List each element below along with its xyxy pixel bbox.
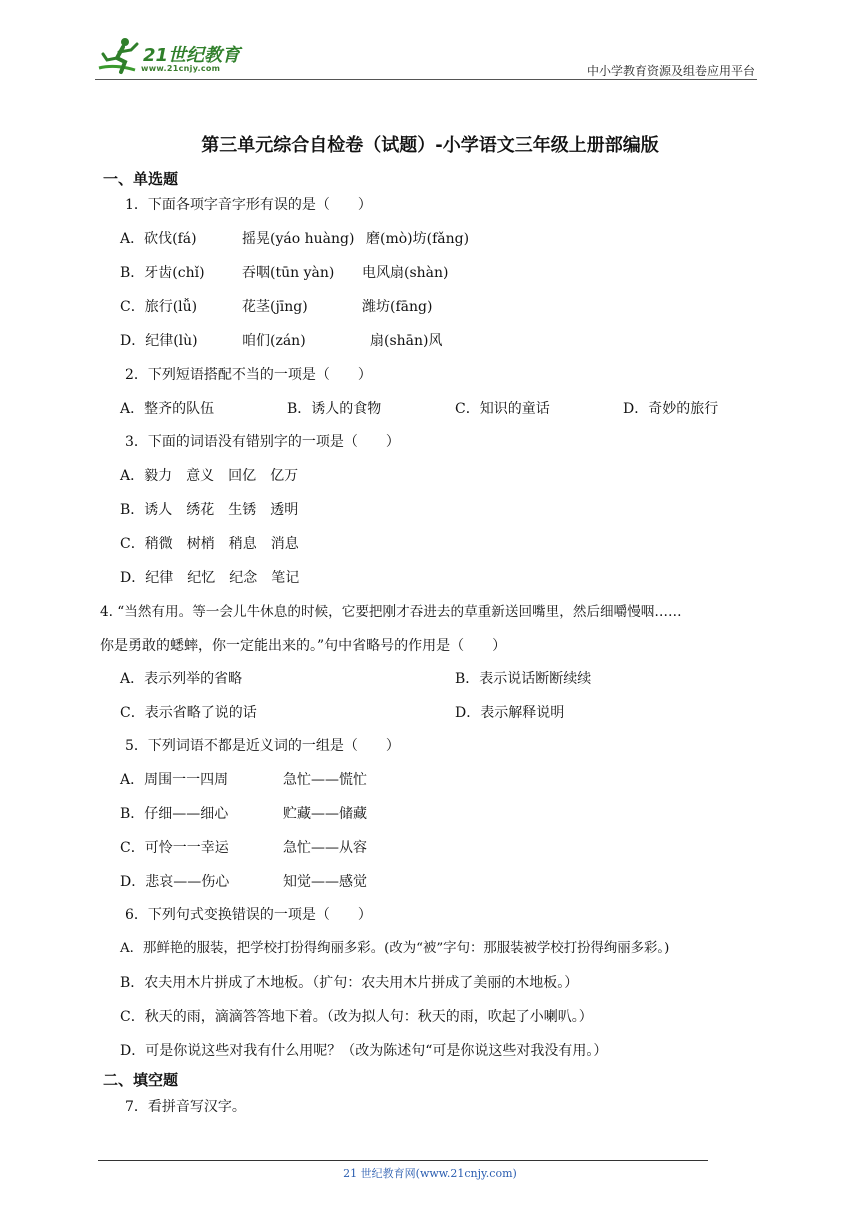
q3-option-c: C．稍微 树梢 稍息 消息 [120, 536, 299, 552]
q4-option-d: D．表示解释说明 [455, 705, 565, 721]
site-logo [95, 34, 265, 80]
question-4-stem-line2: 你是勇敢的蟋蟀，你一定能出来的。”句中省略号的作用是（ ） [100, 638, 507, 654]
runner-logo-icon [95, 34, 143, 80]
q2-option-d: D．奇妙的旅行 [623, 401, 719, 417]
q5-option-c-1: C．可怜一一幸运 [120, 840, 229, 856]
q1-option-c-1: C．旅行(lǚ) [120, 299, 198, 315]
q6-option-b: B．农夫用木片拼成了木地板。（扩句：农夫用木片拼成了美丽的木地板。） [120, 975, 579, 991]
q5-option-c-2: 急忙——从容 [283, 840, 367, 856]
question-2-stem: 2．下列短语搭配不当的一项是（ ） [125, 367, 372, 383]
q6-option-c: C．秋天的雨，滴滴答答地下着。（改为拟人句：秋天的雨，吹起了小喇叭。） [120, 1009, 593, 1025]
q5-option-a-1: A．周围一一四周 [120, 772, 229, 788]
q2-option-b: B．诱人的食物 [287, 401, 382, 417]
q2-option-a: A．整齐的队伍 [120, 401, 215, 417]
question-3-stem: 3．下面的词语没有错别字的一项是（ ） [125, 434, 400, 450]
question-7-stem: 7．看拼音写汉字。 [125, 1099, 246, 1115]
footer-divider [98, 1160, 708, 1161]
platform-label: 中小学教育资源及组卷应用平台 [586, 64, 755, 78]
q2-option-c: C．知识的童话 [455, 401, 550, 417]
question-5-stem: 5．下列词语不都是近义词的一组是（ ） [125, 738, 400, 754]
question-4-stem-line1: 4. “当然有用。等一会儿牛休息的时候，它要把刚才吞进去的草重新送回嘴里，然后细嚼慢咽…… [100, 604, 682, 620]
q1-option-a-1: A．砍伐(fá) [120, 231, 197, 247]
q1-option-a-2: 摇晃(yáo huàng) [242, 231, 355, 247]
q1-option-b-3: 电风扇(shàn) [362, 265, 449, 281]
q1-option-c-3: 潍坊(fāng) [362, 299, 433, 315]
q5-option-d-1: D．悲哀——伤心 [120, 874, 230, 890]
q1-option-d-2: 咱们(zán) [242, 333, 306, 349]
q1-option-b-1: B．牙齿(chǐ) [120, 265, 205, 281]
section-heading-single-choice: 一、单选题 [103, 170, 179, 188]
q6-option-d: D．可是你说这些对我有什么用呢？（改为陈述句“可是你说这些对我没有用。） [120, 1043, 608, 1059]
question-6-stem: 6．下列句式变换错误的一项是（ ） [125, 907, 372, 923]
q1-option-d-3: 扇(shān)风 [370, 333, 443, 349]
q5-option-d-2: 知觉——感觉 [283, 874, 367, 890]
q5-option-b-2: 贮藏——储藏 [283, 806, 367, 822]
q4-option-c: C．表示省略了说的话 [120, 705, 257, 721]
section-heading-fill-blank: 二、填空题 [103, 1071, 179, 1089]
logo-text: 21世纪教育 [143, 45, 241, 66]
q4-option-b: B．表示说话断断续续 [455, 671, 592, 687]
header-divider [95, 79, 757, 80]
q1-option-c-2: 花茎(jīng) [242, 299, 308, 315]
q1-option-d-1: D．纪律(lù) [120, 333, 198, 349]
q4-option-a: A．表示列举的省略 [120, 671, 243, 687]
q1-option-b-2: 吞咽(tūn yàn) [242, 265, 335, 281]
question-1-stem: 1．下面各项字音字形有误的是（ ） [125, 197, 372, 213]
footer-text: 21 世纪教育网(www.21cnjy.com) [343, 1167, 517, 1180]
q5-option-a-2: 急忙——慌忙 [283, 772, 367, 788]
page-title: 第三单元综合自检卷（试题）-小学语文三年级上册部编版 [201, 135, 659, 156]
q3-option-d: D．纪律 纪忆 纪念 笔记 [120, 570, 300, 586]
q3-option-a: A．毅力 意义 回亿 亿万 [120, 468, 299, 484]
q6-option-a: A．那鲜艳的服装，把学校打扮得绚丽多彩。(改为“被”字句：那服装被学校打扮得绚丽多彩。) [120, 941, 670, 956]
page-header [95, 34, 757, 80]
logo-url: www.21cnjy.com [141, 64, 221, 73]
q3-option-b: B．诱人 绣花 生锈 透明 [120, 502, 299, 518]
q1-option-a-3: 磨(mò)坊(fǎng) [366, 231, 470, 247]
q5-option-b-1: B．仔细——细心 [120, 806, 229, 822]
